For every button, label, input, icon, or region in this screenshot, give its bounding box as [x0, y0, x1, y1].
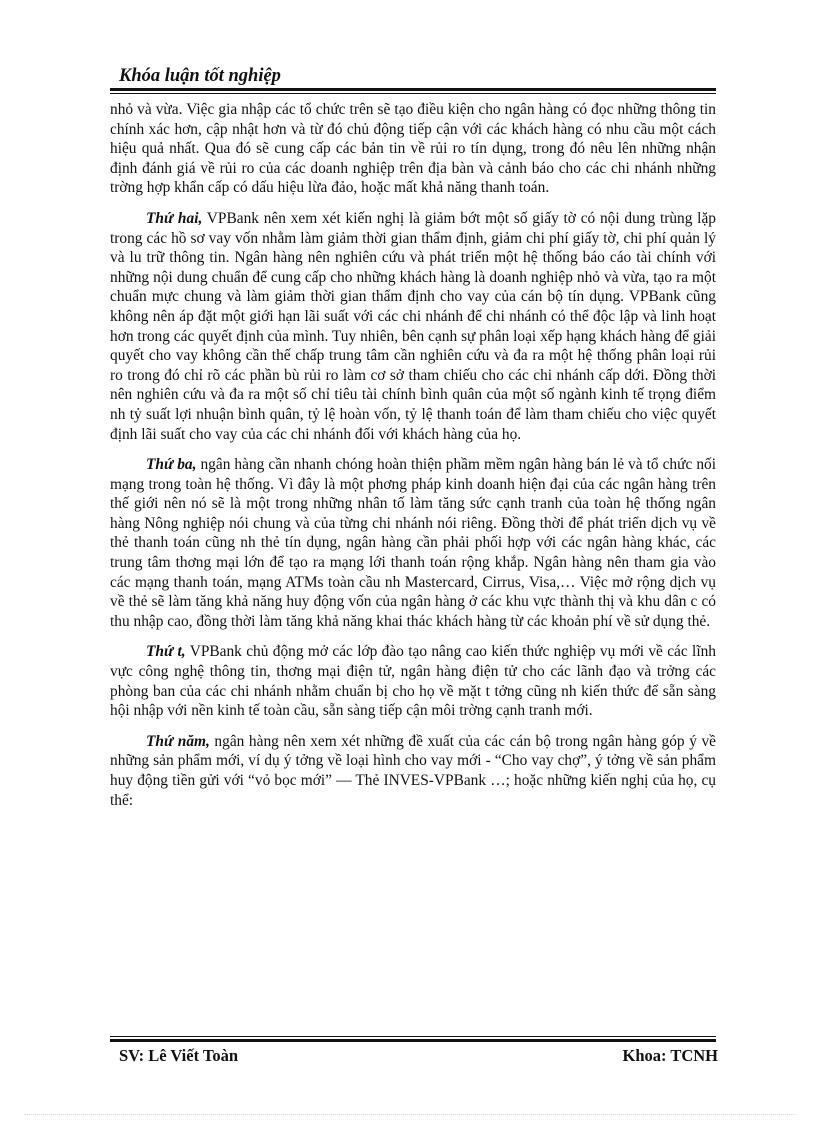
- body-text: [110, 100, 716, 821]
- header-rule-thin: [110, 93, 716, 94]
- paragraph-lead: Thứ năm,: [146, 732, 210, 750]
- paragraph-lead: Thứ ba,: [146, 456, 197, 474]
- page-header-title: Khóa luận tốt nghiệp: [119, 66, 281, 86]
- paragraph-text: nhỏ và vừa. Việc gia nhập các tổ chức trên sẽ tạo điều kiện cho ngân hàng có đọc những thông tin chính xác hơn, cập nhật hơn và từ đó chủ động tiếp cận với các khách hàng có nhu cầu một cách hiệu quả nhất. Qua đó sẽ cung cấp các bản tin về rủi ro tín dụng, trong đó nêu lên những nhận định đánh giá về rủi ro của các doanh nghiệp trên địa bàn và cảnh báo cho các chi nhánh những trờng hợp khẩn cấp có dấu hiệu lừa đảo, hoặc mất khả năng thanh toán.: [110, 101, 716, 197]
- footer-student: SV: Lê Viết Toàn: [119, 1046, 239, 1065]
- paragraph-lead: Thứ hai,: [146, 209, 203, 227]
- paragraph: [110, 642, 716, 720]
- paragraph-text: ngân hàng cần nhanh chóng hoàn thiện phầm mềm ngân hàng bán lẻ và tổ chức nối mạng trong toàn hệ thống. Vì đây là một phơng pháp kinh doanh hiện đại của các ngân hàng trên thế giới nên nó sẽ là một trong những nhân tố làm tăng sức cạnh tranh của toàn hệ thống ngân hàng Nông nghiệp nói chung và của từng chi nhánh nói riêng. Đồng thời để phát triển dịch vụ về thẻ thanh toán cũng nh thẻ tín dụng, ngân hàng cần phải phối hợp với các ngân hàng khác, các trung tâm thơng mại lớn để tạo ra mạng lới thanh toán rộng khắp. Ngân hàng nên tham gia vào các mạng thanh toán, mạng ATMs toàn cầu nh Mastercard, Cirrus, Visa,… Việc mở rộng dịch vụ về thẻ sẽ làm tăng khả năng huy động vốn của ngân hàng ở các khu vực thành thị và khu dân c có thu nhập cao, đồng thời làm tăng khả năng khai thác khách hàng từ các khoản phí về sử dụng thẻ.: [110, 456, 716, 630]
- paragraph-lead: Thứ t,: [146, 643, 186, 661]
- paragraph: [110, 209, 716, 444]
- paragraph-text: VPBank nên xem xét kiến nghị là giảm bớt một số giấy tờ có nội dung trùng lặp trong các hồ sơ vay vốn nhằm làm giảm thời gian thẩm định, giảm chi phí giấy tờ, chi phí quản lý và lu trữ thông tin. Ngân hàng nên nghiên cứu và phát triển một hệ thống báo cáo tài chính với những nội dung chuẩn để cung cấp cho những khách hàng là doanh nghiệp nhỏ và vừa, tạo ra một chuẩn mực chung và làm giảm thời gian thẩm định cho vay của cán bộ tín dụng. VPBank cũng không nên áp đặt một giới hạn lãi suất với các chi nhánh để chi nhánh có thể độc lập và linh hoạt hơn trong các quyết định của mình. Tuy nhiên, bên cạnh sự phân loại xếp hạng khách hàng để giải quyết cho vay không cần thế chấp trung tâm cần nghiên cứu và đa ra một hệ thống phân loại rủi ro trong đó chỉ rõ các phần bù rủi ro làm cơ sở tham chiếu cho các chi nhánh cấp dới. Đồng thời nên nghiên cứu và đa ra một số chỉ tiêu tài chính bình quân của một số ngành kinh tế trọng điểm nh tỷ suất lợi nhuận bình quân, tỷ lệ hoàn vốn, tỷ lệ thanh toán để làm tham chiếu cho việc quyết định lãi suất cho vay của các chi nhánh đối với khách hàng của họ.: [110, 209, 716, 443]
- paragraph-text: ngân hàng nên xem xét những đề xuất của các cán bộ trong ngân hàng góp ý về những sản phẩm mới, ví dụ ý tởng về loại hình cho vay mới - “Cho vay chợ”, ý tởng về sản phẩm huy động tiền gửi với “vỏ bọc mới” — Thẻ INVES-VPBank …; hoặc những kiến nghị của họ, cụ thể:: [110, 732, 716, 809]
- footer-rule-thick: [110, 1039, 716, 1042]
- header-rule-thick: [110, 88, 716, 91]
- footer-rule-thin: [110, 1036, 716, 1037]
- footer-faculty: Khoa: TCNH: [622, 1046, 718, 1065]
- page-bottom-dotted-line: [24, 1114, 796, 1115]
- paragraph-text: VPBank chủ động mở các lớp đào tạo nâng cao kiến thức nghiệp vụ mới về các lĩnh vực công nghệ thông tin, thơng mại điện tử, ngân hàng điện tử cho các lãnh đạo và trởng các phòng ban của các chi nhánh nhằm chuẩn bị cho họ về mặt t tởng cũng nh kiến thức để sẵn sàng hội nhập với nền kinh tế toàn cầu, sẵn sàng tiếp cận môi trờng cạnh tranh mới.: [110, 643, 716, 720]
- paragraph: [110, 100, 716, 198]
- paragraph: [110, 455, 716, 631]
- paragraph: [110, 732, 716, 810]
